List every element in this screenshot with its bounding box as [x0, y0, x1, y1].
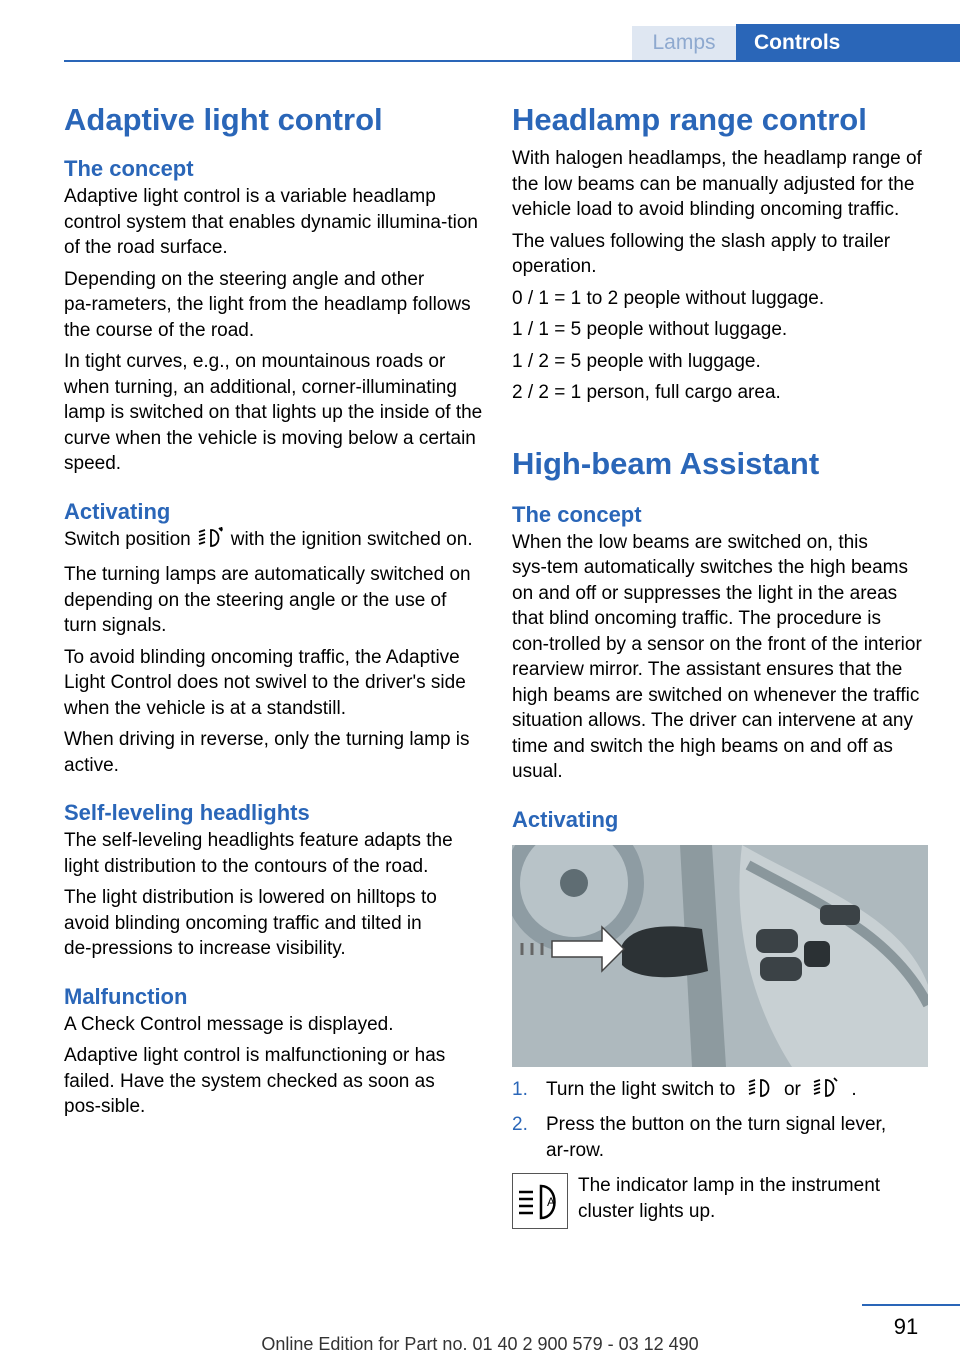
paragraph: When driving in reverse, only the turning lamp is active. [64, 729, 470, 776]
heading-malfunction: Malfunction [64, 983, 188, 1009]
step-number: 1. [512, 1078, 528, 1100]
heading-concept: The concept [64, 156, 194, 181]
section-title-headlamp-range: Headlamp range control [512, 102, 867, 137]
steps-list [512, 1077, 932, 1164]
paragraph: With halogen headlamps, the headlamp range of the low beams can be manually adjusted for the vehicle load to avoid blinding oncoming traffic. [512, 148, 922, 220]
adaptive-headlight-icon [197, 527, 225, 557]
footer-rule [862, 1304, 960, 1306]
left-column [64, 100, 484, 1120]
paragraph: The light distribution is lowered on hilltops to avoid blinding oncoming traffic and tilted in de‑pressions to increase visibility. [64, 887, 437, 959]
paragraph: 1 / 1 = 5 people without luggage. [512, 319, 788, 340]
step-text: Turn the light switch to [546, 1078, 736, 1100]
high-beam-assistant-indicator-icon [512, 1173, 568, 1229]
step-text: or [783, 1078, 801, 1100]
svg-text:A: A [547, 1195, 556, 1209]
heading-activating: Activating [64, 498, 171, 524]
paragraph: The self-leveling headlights feature adapts the light distribution to the contours of the road. [64, 830, 453, 877]
paragraph: When the low beams are switched on, this sys‑tem automatically switches the high beams on and off or suppresses the light in the areas that blind oncoming traffic. The procedure is con‑trolled by a sensor on the front of the interior rearview mirror. The assistant ensures that the high beams are switched on whenever the traffic situation allows. The driver can intervene at any time and switch the high beams on and off as usual. [512, 531, 922, 782]
paragraph: The turning lamps are automatically switched on depending on the steering angle or the use of turn signals. [64, 564, 471, 636]
paragraph: 1 / 2 = 5 people with luggage. [512, 350, 761, 372]
paragraph: 2 / 2 = 1 person, full cargo area. [512, 382, 781, 403]
paragraph: Adaptive light control is a variable headlamp control system that enables dynamic illumina‑tion of the road surface. [64, 186, 478, 258]
list-item [512, 1077, 932, 1107]
paragraph: In tight curves, e.g., on mountainous roads or when turning, an additional, corner-illuminating lamp is switched on that lights up the inside of the curve when the vehicle is moving below a certain speed. [64, 351, 483, 474]
paragraph: A Check Control message is displayed. [64, 1013, 394, 1035]
heading-activating: Activating [512, 806, 619, 832]
step-text: . [851, 1078, 857, 1100]
paragraph: To avoid blinding oncoming traffic, the Adaptive Light Control does not swivel to the driver's side when the vehicle is at a standstill. [64, 646, 466, 719]
tab-controls[interactable]: Controls [736, 24, 960, 62]
page-number: 91 [893, 1314, 919, 1339]
note-text: The indicator lamp in the instrument cluster lights up. [578, 1175, 881, 1222]
tab-lamps[interactable]: Lamps [632, 26, 736, 60]
right-column [512, 100, 932, 1229]
paragraph: The values following the slash apply to trailer operation. [512, 230, 891, 277]
list-item [512, 1112, 932, 1163]
text: Switch position [64, 528, 191, 550]
header-rule [64, 60, 960, 62]
paragraph: Adaptive light control is malfunctioning or has failed. Have the system checked as soon as pos‑sible. [64, 1045, 446, 1117]
paragraph: 0 / 1 = 1 to 2 people without luggage. [512, 287, 825, 309]
text: with the ignition switched on. [230, 528, 473, 550]
paragraph: Depending on the steering angle and other pa‑rameters, the light from the headlamp follows the course of the road. [64, 268, 471, 341]
low-beam-icon [747, 1077, 773, 1107]
step-number: 2. [512, 1114, 528, 1135]
steering-wheel-photo [512, 845, 928, 1067]
indicator-note [512, 1173, 932, 1229]
step-text: Press the button on the turn signal lever, ar‑row. [546, 1114, 887, 1161]
paragraph-switch-position [64, 527, 484, 557]
footer-edition: Online Edition for Part no. 01 40 2 900 579 - 03 12 490 [261, 1334, 699, 1354]
section-title-high-beam-assistant: High-beam Assistant [512, 445, 820, 481]
adaptive-headlight-icon [812, 1077, 840, 1107]
heading-self-leveling: Self-leveling headlights [64, 800, 310, 825]
section-title-adaptive-light: Adaptive light control [64, 102, 383, 137]
heading-concept: The concept [512, 501, 642, 527]
